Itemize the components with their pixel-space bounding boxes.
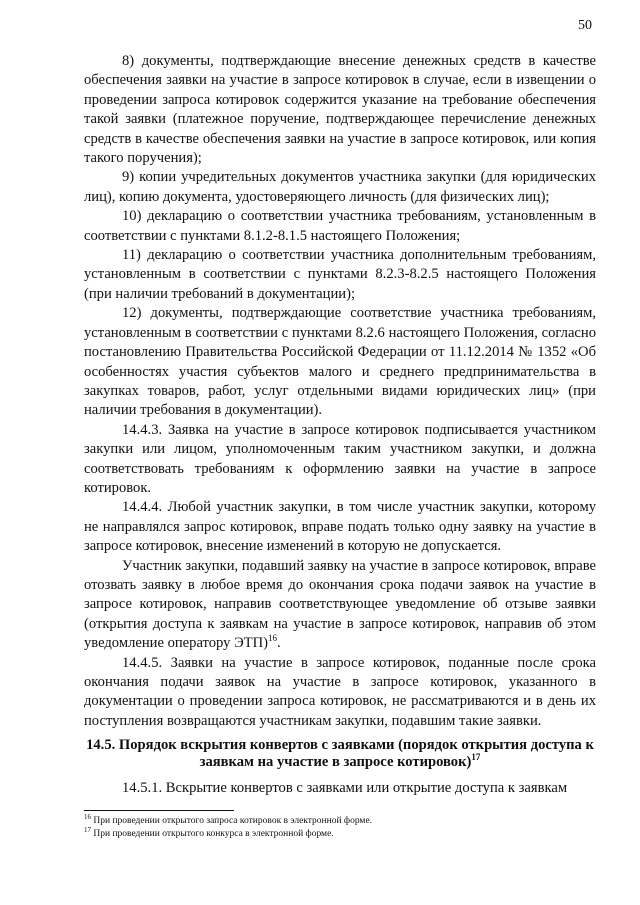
footnote-divider [84,810,234,811]
footnote-16-text: При проведении открытого запроса котировок в электронной форме. [93,816,373,826]
footnote-16 [84,812,596,828]
withdrawal-text: Участник закупки, подавший заявку на участие в запросе котировок, вправе отозвать заявку в любое время до окончания срока подачи заявок на участие в запросе котировок, направив соответствующее уведомление об отзыве заявки (открытия доступа к заявкам на участие в запросе котировок, направив об этом уведомление оператору ЭТП) [84,557,596,652]
footnote-16-number: 16 [84,812,91,821]
paragraph-14-4-5: 14.4.5. Заявки на участие в запросе котировок, поданные после срока окончания подачи заявок на участие в запросе котировок, указанного в документации о проведении запроса котировок, не рассматриваются и в день их поступления возвращаются участникам закупки, подавшим такие заявки. [84,654,596,729]
footnote-17 [84,825,596,841]
paragraph-14-4-3: 14.4.3. Заявка на участие в запросе котировок подписывается участником закупки или лицом, уполномоченным таким участником закупки, и должна соответствовать требованиям к оформлению заявки на участие в запросе котировок. [84,421,596,496]
paragraph-item-11: 11) декларацию о соответствии участника дополнительным требованиям, установленным в соответствии с пунктами 8.2.3-8.2.5 настоящего Положения (при наличии требований в документации); [84,247,596,302]
paragraph-item-10: 10) декларацию о соответствии участника требованиям, установленным в соответствии с пунктами 8.1.2-8.1.5 настоящего Положения; [84,208,596,244]
paragraph-item-12: 12) документы, подтверждающие соответствие участника требованиям, установленным в соответствии с пунктами 8.2.6 настоящего Положения, согласно постановлению Правительства Российской Федерации от 11.12.2014 № 1352 «Об особенностях участия субъектов малого и среднего предпринимательства в закупках товаров, работ, услуг отдельными видами юридических лиц» (при наличии требования в документации). [84,305,596,419]
section-heading-text: 14.5. Порядок вскрытия конвертов с заявками (порядок открытия доступа к заявкам на участие в запросе котировок) [86,737,594,771]
paragraph-item-8: 8) документы, подтверждающие внесение денежных средств в качестве обеспечения заявки на участие в запросе котировок в случае, если в извещении о проведении запроса котировок содержится указание на требование обеспечения такой заявки (платежное поручение, подтверждающее перечисление денежных средств в качестве обеспечения заявки на участие в запросе котировок, или копия такого поручения); [84,53,596,167]
paragraph-withdrawal: Участник закупки, подавший заявку на участие в запросе котировок, вправе отозвать заявку в любое время до окончания срока подачи заявок на участие в запросе котировок, направив соответствующее уведомление об отзыве заявки (открытия доступа к заявкам на участие в запросе котировок, направив об этом уведомление оператору ЭТП)$^{16}$. [84,557,596,652]
paragraph-item-9: 9) копии учредительных документов участника закупки (для юридических лиц), копию документа, удостоверяющего личность (для физических лиц); [84,169,596,205]
footnotes [84,810,596,841]
paragraph-14-4-4: 14.4.4. Любой участник закупки, в том числе участник закупки, которому не направлялся запрос котировок, вправе подать только одну заявку на участие в запросе котировок, внесение изменений в которую не допускается. [84,499,596,555]
footnote-ref-16[interactable]: 16 [268,633,278,644]
page-number: 50 [578,18,592,33]
section-heading-14-5 [84,737,596,771]
paragraph-14-5-1: 14.5.1. Вскрытие конвертов с заявками или открытие доступа к заявкам [122,780,568,797]
document-body [84,52,596,799]
footnote-17-text: При проведении открытого конкурса в электронной форме. [93,829,334,839]
footnote-17-number: 17 [84,825,91,834]
footnote-ref-17[interactable]: 17 [471,752,481,763]
